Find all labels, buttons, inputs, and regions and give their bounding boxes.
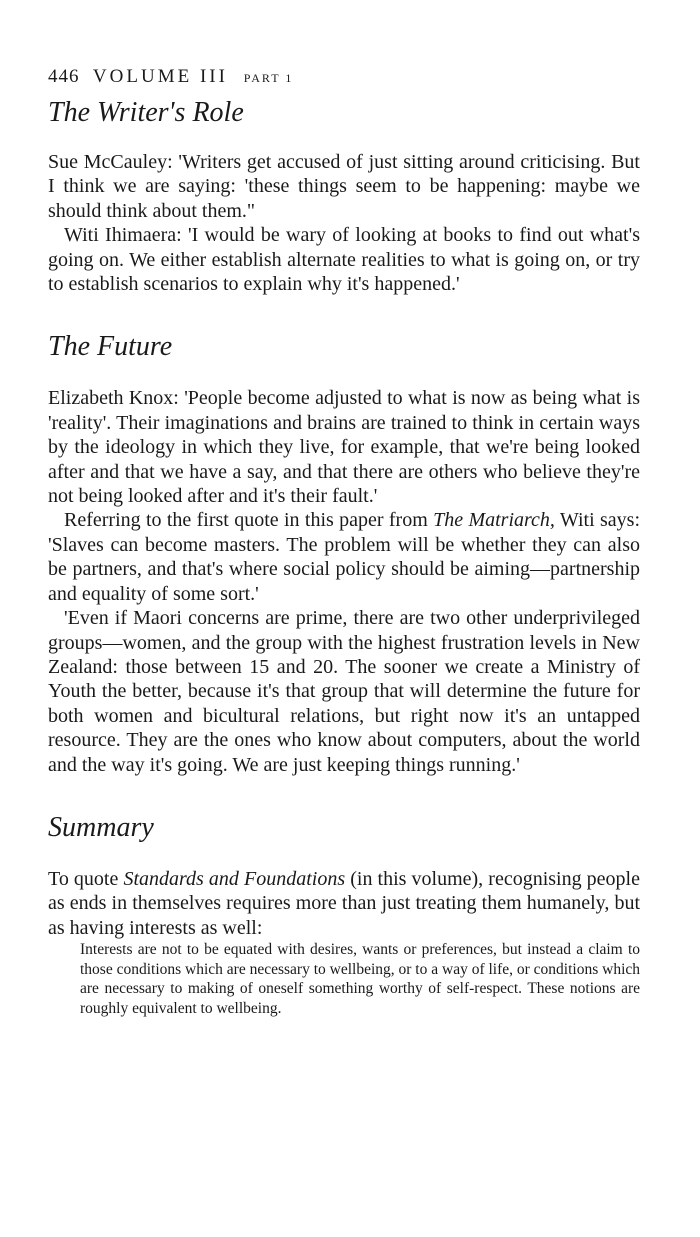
block-quote-interests: Interests are not to be equated with desires, wants or preferences, but instead a claim to those conditions which are necessary to wellbeing, or to a way of life, or conditions which are necessary to making of oneself something worthy of self-respect. These notions are roughly equivalent to wellbeing. <box>80 941 641 1017</box>
running-head <box>48 66 640 88</box>
heading-writers-role: The Writer's Role <box>48 97 244 128</box>
paragraph-maori-concerns: 'Even if Maori concerns are prime, there are two other underprivileged groups—women, and the group with the highest frustration levels in New Zealand: those between 15 and 20. The sooner we create a Ministry of Youth the better, because it's that group that will determine the future for both women and bicultural relations, but right now it's an untapped resource. They are the ones who know about computers, about the world and the way it's going. We are just keeping things running.' <box>48 607 640 776</box>
paragraph-summary <box>48 867 640 940</box>
paragraph-matriarch-quote <box>48 508 640 606</box>
paragraph-knox: Elizabeth Knox: 'People become adjusted to what is now as being what is 'reality'. Their imaginations and brains are trained to think in certain ways by the ideology in which they live, for example, that we're being looked after and that we have a say, and that there are others who believe they're not being looked after and it's their fault.' <box>48 387 640 508</box>
part-label: PART 1 <box>243 71 294 85</box>
book-title-standards: Standards and Foundations <box>123 867 346 890</box>
paragraph-ihimaera: Witi Ihimaera: 'I would be wary of looking at books to find out what's going on. We either establish alternate realities to what is going on, or try to establish scenarios to explain why it's happened.' <box>48 224 640 296</box>
book-title-matriarch: The Matriarch, <box>433 509 555 532</box>
text-run: (in this volume), recognising people as ends in themselves requires more than just treating them humanely, but as having interests as well: <box>48 867 640 939</box>
heading-summary: Summary <box>48 811 154 843</box>
heading-future: The Future <box>48 331 173 363</box>
text-run: Witi says: 'Slaves can become masters. The problem will be whether they can also be partners, and that's where social policy should be aiming—partnership and equality of some sort.' <box>48 509 641 605</box>
document-page <box>48 66 640 1018</box>
text-run: Referring to the first quote in this paper from <box>64 509 434 532</box>
volume-label: VOLUME III <box>92 66 228 87</box>
text-run: To quote <box>48 867 124 890</box>
paragraph-mccauley: Sue McCauley: 'Writers get accused of just sitting around criticising. But I think we are saying: 'these things seem to be happening: maybe we should think about them." <box>48 151 640 222</box>
page-number: 446 <box>48 66 80 87</box>
